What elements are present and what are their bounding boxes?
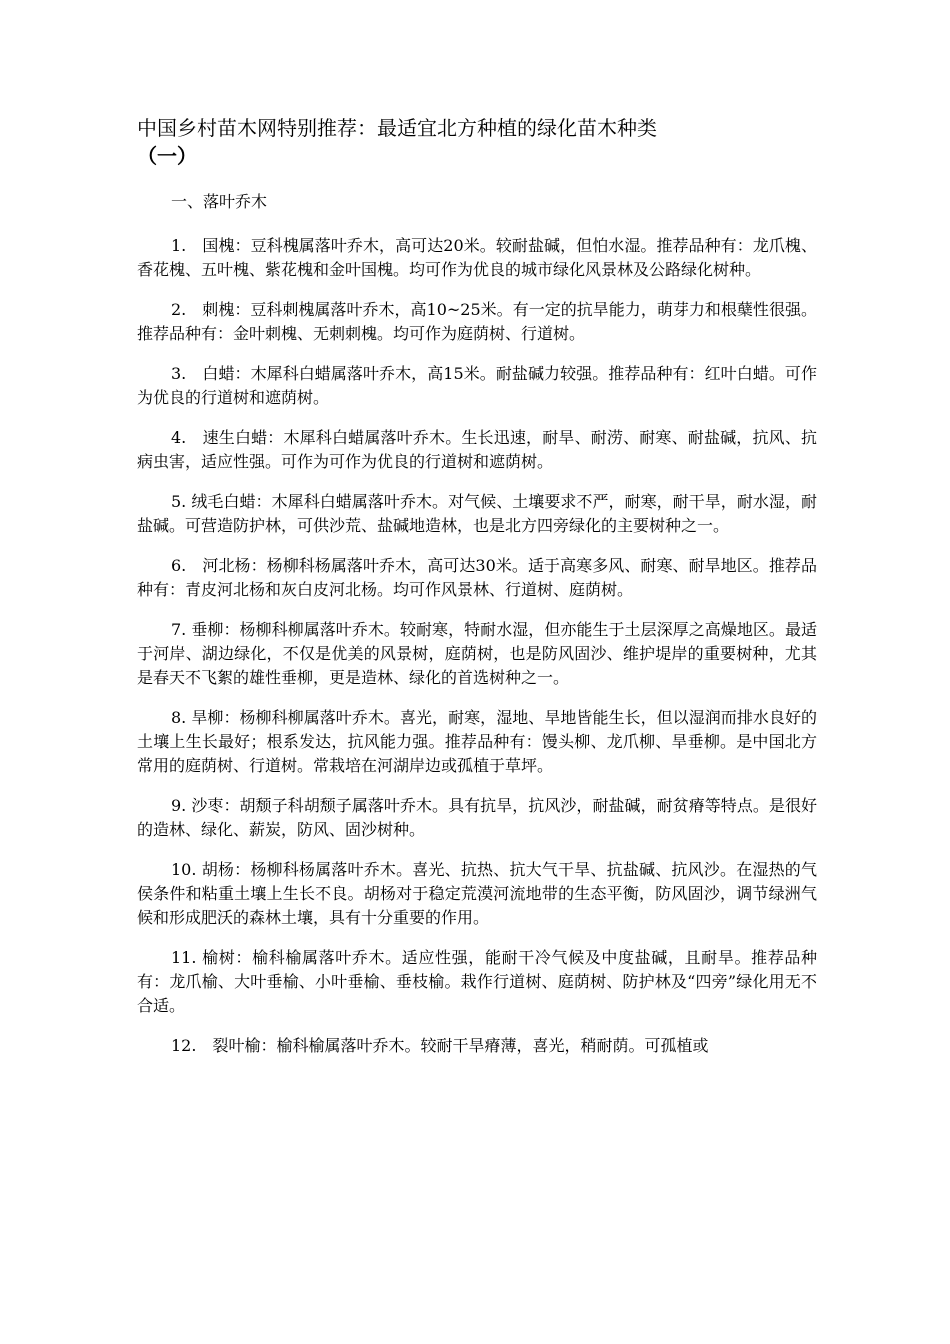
paragraph-4: 4. 速生白蜡：木犀科白蜡属落叶乔木。生长迅速，耐旱、耐涝、耐寒、耐盐碱，抗风、抗病虫害，适应性强。可作为可作为优良的行道树和遮荫树。 <box>137 428 817 471</box>
section-heading: 一、落叶乔木 <box>171 192 268 211</box>
document-title <box>137 114 817 170</box>
paragraph-11: 11. 榆树：榆科榆属落叶乔木。适应性强，能耐干冷气候及中度盐碱，且耐旱。推荐品种有：龙爪榆、大叶垂榆、小叶垂榆、垂枝榆。栽作行道树、庭荫树、防护林及“四旁”绿化用无不合适。 <box>137 948 817 1015</box>
title-line-1: 中国乡村苗木网特别推荐：最适宜北方种植的绿化苗木种类 <box>137 116 657 140</box>
title-line-2: （一） <box>137 144 197 168</box>
paragraph-1: 1. 国槐：豆科槐属落叶乔木，高可达20米。较耐盐碱，但怕水湿。推荐品种有：龙爪槐、香花槐、五叶槐、紫花槐和金叶国槐。均可作为优良的城市绿化风景林及公路绿化树种。 <box>137 236 817 279</box>
paragraph-7: 7. 垂柳：杨柳科柳属落叶乔木。较耐寒，特耐水湿，但亦能生于土层深厚之高燥地区。最适于河岸、湖边绿化，不仅是优美的风景树，庭荫树，也是防风固沙、维护堤岸的重要树种，尤其是春天不飞絮的雄性垂柳，更是造林、绿化的首选树种之一。 <box>137 620 817 687</box>
paragraph-12: 12. 裂叶榆：榆科榆属落叶乔木。较耐干旱瘠薄，喜光，稍耐荫。可孤植或 <box>171 1036 709 1055</box>
document-page <box>137 114 817 1074</box>
paragraph-9: 9. 沙枣：胡颓子科胡颓子属落叶乔木。具有抗旱，抗风沙，耐盐碱，耐贫瘠等特点。是很好的造林、绿化、薪炭，防风、固沙树种。 <box>137 796 817 839</box>
paragraph-10: 10. 胡杨：杨柳科杨属落叶乔木。喜光、抗热、抗大气干旱、抗盐碱、抗风沙。在湿热的气侯条件和粘重土壤上生长不良。胡杨对于稳定荒漠河流地带的生态平衡，防风固沙，调节绿洲气候和形成肥沃的森林土壤，具有十分重要的作用。 <box>137 860 817 927</box>
paragraph-2: 2. 刺槐：豆科刺槐属落叶乔木，高10~25米。有一定的抗旱能力，萌芽力和根蘖性很强。推荐品种有：金叶刺槐、无刺刺槐。均可作为庭荫树、行道树。 <box>137 300 817 343</box>
paragraph-8: 8. 旱柳：杨柳科柳属落叶乔木。喜光，耐寒，湿地、旱地皆能生长，但以湿润而排水良好的土壤上生长最好；根系发达，抗风能力强。推荐品种有：馒头柳、龙爪柳、旱垂柳。是中国北方常用的庭荫树、行道树。常栽培在河湖岸边或孤植于草坪。 <box>137 708 817 775</box>
paragraph-6: 6. 河北杨：杨柳科杨属落叶乔木，高可达30米。适于高寒多风、耐寒、耐旱地区。推荐品种有：青皮河北杨和灰白皮河北杨。均可作风景林、行道树、庭荫树。 <box>137 556 817 599</box>
paragraph-3: 3. 白蜡：木犀科白蜡属落叶乔木，高15米。耐盐碱力较强。推荐品种有：红叶白蜡。可作为优良的行道树和遮荫树。 <box>137 364 817 407</box>
paragraph-5: 5. 绒毛白蜡：木犀科白蜡属落叶乔木。对气候、土壤要求不严，耐寒，耐干旱，耐水湿，耐盐碱。可营造防护林，可供沙荒、盐碱地造林，也是北方四旁绿化的主要树种之一。 <box>137 492 817 535</box>
